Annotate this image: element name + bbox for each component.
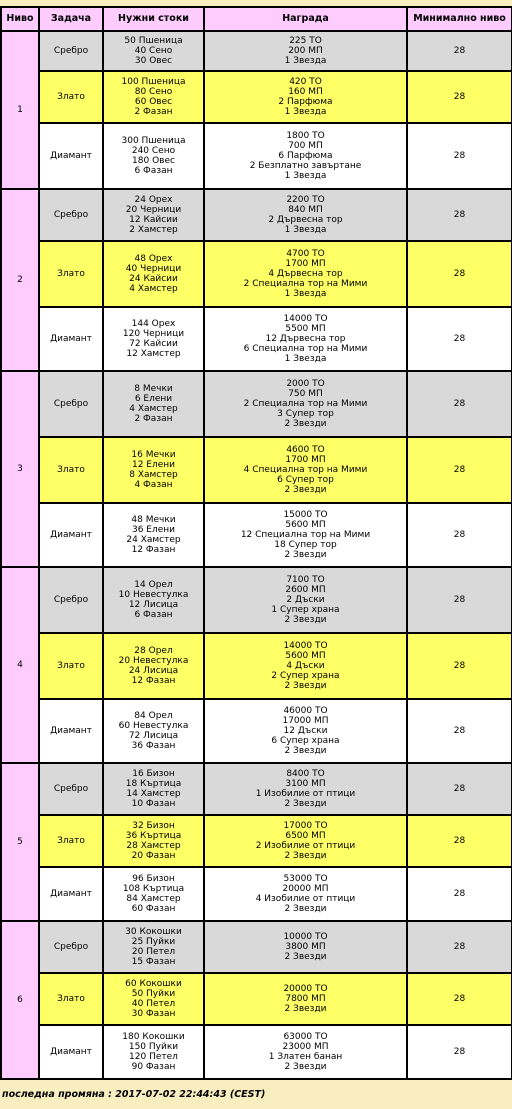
reward-line: 20000 МП (282, 884, 329, 894)
reward-line: 63000 ТО (283, 1032, 328, 1042)
reward-line: 2 Безплатно завъртане (249, 161, 362, 171)
goods-line: 40 Черници (125, 264, 182, 274)
level-cell: 2 (1, 189, 39, 371)
reward-line: 8400 ТО (286, 769, 325, 779)
reward-line: 700 МП (288, 141, 323, 151)
task-cell: Злато (39, 71, 103, 123)
reward-line: 2 Звезди (284, 851, 327, 861)
reward-cell (204, 973, 407, 1025)
reward-line: 2 Дъски (286, 595, 325, 605)
min-level-cell: 28 (407, 189, 512, 241)
table-row (1, 867, 512, 921)
reward-line: 12 Дъски (283, 726, 328, 736)
min-level-cell: 28 (407, 921, 512, 973)
reward-line: 1 Звезда (284, 225, 327, 235)
goods-line: 8 Хамстер (129, 470, 178, 480)
reward-line: 2 Специална тор на Мими (243, 279, 368, 289)
task-cell: Злато (39, 241, 103, 307)
header-task: Задача (39, 7, 103, 31)
goods-cell (103, 123, 204, 189)
goods-line: 60 Кокошки (125, 979, 182, 989)
table-row (1, 189, 512, 241)
reward-line: 2 Супер храна (271, 671, 340, 681)
reward-line: 5600 МП (285, 520, 326, 530)
goods-line: 60 Невестулка (118, 721, 189, 731)
table-row (1, 31, 512, 71)
min-level-cell: 28 (407, 241, 512, 307)
reward-line: 1 Звезда (284, 107, 327, 117)
min-level-cell: 28 (407, 699, 512, 763)
goods-cell (103, 437, 204, 503)
reward-line: 1800 ТО (286, 131, 325, 141)
goods-cell (103, 71, 204, 123)
min-level-cell: 28 (407, 633, 512, 699)
reward-line: 12 Дървесна тор (265, 334, 346, 344)
goods-line: 12 Хамстер (126, 349, 181, 359)
reward-line: 2 Звезди (284, 746, 327, 756)
task-cell: Диамант (39, 867, 103, 921)
level-cell: 5 (1, 763, 39, 921)
reward-line: 14000 ТО (283, 641, 328, 651)
reward-line: 4600 ТО (286, 445, 325, 455)
reward-line: 2600 МП (285, 585, 326, 595)
reward-line: 1700 МП (285, 455, 326, 465)
goods-line: 4 Хамстер (129, 284, 178, 294)
goods-line: 2 Фазан (134, 107, 173, 117)
goods-line: 24 Лисица (128, 666, 179, 676)
reward-line: 6500 МП (285, 831, 326, 841)
goods-line: 24 Кайсии (129, 274, 178, 284)
goods-line: 8 Мечки (134, 384, 173, 394)
reward-line: 2 Звезди (284, 419, 327, 429)
goods-line: 300 Пшеница (121, 136, 186, 146)
reward-line: 2 Звезди (284, 681, 327, 691)
goods-line: 30 Овес (134, 56, 173, 66)
reward-cell (204, 763, 407, 815)
header-goods: Нужни стоки (103, 7, 204, 31)
task-cell: Диамант (39, 307, 103, 371)
table-row (1, 815, 512, 867)
reward-cell (204, 437, 407, 503)
task-cell: Диамант (39, 503, 103, 567)
reward-line: 5500 МП (285, 324, 326, 334)
level-cell: 4 (1, 567, 39, 763)
goods-line: 12 Лисица (128, 600, 179, 610)
goods-line: 15 Фазан (131, 957, 176, 967)
reward-line: 4 Изобилие от птици (255, 894, 356, 904)
goods-line: 20 Невестулка (118, 656, 189, 666)
reward-line: 200 МП (288, 46, 323, 56)
goods-line: 50 Пшеница (124, 36, 183, 46)
reward-cell (204, 123, 407, 189)
goods-cell (103, 973, 204, 1025)
min-level-cell: 28 (407, 371, 512, 437)
goods-line: 84 Орел (134, 711, 173, 721)
reward-line: 420 ТО (289, 77, 322, 87)
reward-line: 7800 МП (285, 994, 326, 1004)
goods-line: 10 Невестулка (118, 590, 189, 600)
table-row (1, 71, 512, 123)
goods-line: 12 Фазан (131, 545, 176, 555)
reward-line: 1 Звезда (284, 354, 327, 364)
reward-line: 2 Звезди (284, 952, 327, 962)
goods-cell (103, 699, 204, 763)
reward-line: 2200 ТО (286, 195, 325, 205)
goods-line: 6 Фазан (134, 166, 173, 176)
table-row (1, 973, 512, 1025)
reward-line: 6 Супер храна (271, 736, 340, 746)
goods-line: 4 Хамстер (129, 404, 178, 414)
table-row (1, 241, 512, 307)
table-row (1, 921, 512, 973)
goods-line: 2 Хамстер (129, 225, 178, 235)
reward-line: 2 Специална тор на Мими (243, 399, 368, 409)
reward-line: 6 Специална тор на Мими (243, 344, 368, 354)
min-level-cell: 28 (407, 307, 512, 371)
goods-cell (103, 867, 204, 921)
goods-line: 108 Къртица (122, 884, 185, 894)
reward-cell (204, 567, 407, 633)
goods-cell (103, 921, 204, 973)
goods-line: 32 Бизон (132, 821, 175, 831)
goods-line: 150 Пуйки (128, 1042, 179, 1052)
min-level-cell: 28 (407, 31, 512, 71)
reward-line: 53000 ТО (283, 874, 328, 884)
reward-line: 1 Изобилие от птици (255, 789, 356, 799)
reward-line: 6 Супер тор (277, 475, 334, 485)
reward-cell (204, 633, 407, 699)
reward-line: 2 Звезди (284, 485, 327, 495)
goods-line: 12 Кайсии (129, 215, 178, 225)
task-cell: Сребро (39, 763, 103, 815)
reward-line: 225 ТО (289, 36, 322, 46)
task-cell: Злато (39, 973, 103, 1025)
goods-cell (103, 567, 204, 633)
goods-line: 24 Хамстер (126, 535, 181, 545)
goods-line: 12 Фазан (131, 676, 176, 686)
goods-line: 28 Хамстер (126, 841, 181, 851)
min-level-cell: 28 (407, 973, 512, 1025)
reward-line: 2 Звезди (284, 1062, 327, 1072)
reward-line: 1 Звезда (284, 56, 327, 66)
goods-line: 48 Орех (134, 254, 173, 264)
reward-line: 1 Звезда (284, 289, 327, 299)
reward-cell (204, 1025, 407, 1079)
level-cell: 1 (1, 31, 39, 189)
reward-line: 2 Звезди (284, 550, 327, 560)
goods-cell (103, 503, 204, 567)
level-cell: 3 (1, 371, 39, 567)
goods-cell (103, 307, 204, 371)
reward-line: 4700 ТО (286, 249, 325, 259)
reward-cell (204, 31, 407, 71)
goods-cell (103, 31, 204, 71)
reward-line: 3 Супер тор (277, 409, 334, 419)
min-level-cell: 28 (407, 815, 512, 867)
goods-line: 6 Фазан (134, 610, 173, 620)
table-row (1, 633, 512, 699)
task-cell: Злато (39, 633, 103, 699)
task-cell: Сребро (39, 371, 103, 437)
goods-line: 24 Орех (134, 195, 173, 205)
task-cell: Диамант (39, 1025, 103, 1079)
reward-line: 2 Дървесна тор (268, 215, 343, 225)
reward-line: 7100 ТО (286, 575, 325, 585)
task-cell: Злато (39, 815, 103, 867)
reward-line: 12 Специална тор на Мими (240, 530, 371, 540)
goods-line: 16 Мечки (131, 450, 176, 460)
goods-line: 90 Фазан (131, 1062, 176, 1072)
task-cell: Сребро (39, 31, 103, 71)
reward-line: 2 Парфюма (278, 97, 333, 107)
goods-line: 180 Овес (132, 156, 175, 166)
reward-line: 20000 ТО (283, 984, 328, 994)
goods-line: 80 Сено (134, 87, 173, 97)
goods-line: 36 Къртица (125, 831, 182, 841)
min-level-cell: 28 (407, 867, 512, 921)
task-cell: Сребро (39, 189, 103, 241)
task-cell: Диамант (39, 699, 103, 763)
table-row (1, 763, 512, 815)
table-row (1, 699, 512, 763)
min-level-cell: 28 (407, 123, 512, 189)
goods-line: 240 Сено (131, 146, 176, 156)
task-cell: Злато (39, 437, 103, 503)
reward-line: 2 Звезди (284, 615, 327, 625)
table-row (1, 1025, 512, 1079)
reward-line: 160 МП (288, 87, 323, 97)
reward-line: 2 Звезди (284, 799, 327, 809)
reward-line: 4 Дъски (286, 661, 325, 671)
goods-line: 36 Елени (131, 525, 176, 535)
reward-line: 4 Дървесна тор (268, 269, 343, 279)
reward-line: 5600 МП (285, 651, 326, 661)
reward-line: 2 Звезди (284, 904, 327, 914)
goods-line: 40 Сено (134, 46, 173, 56)
goods-line: 96 Бизон (132, 874, 175, 884)
reward-line: 3800 МП (285, 942, 326, 952)
goods-line: 40 Петел (131, 999, 176, 1009)
goods-line: 60 Фазан (131, 904, 176, 914)
goods-cell (103, 763, 204, 815)
reward-cell (204, 503, 407, 567)
reward-line: 10000 ТО (283, 932, 328, 942)
reward-line: 46000 ТО (283, 706, 328, 716)
goods-line: 30 Фазан (131, 1009, 176, 1019)
goods-line: 20 Фазан (131, 851, 176, 861)
goods-line: 14 Орел (134, 580, 173, 590)
reward-line: 6 Парфюма (278, 151, 333, 161)
goods-cell (103, 189, 204, 241)
table-row (1, 123, 512, 189)
last-modified: последна промяна : 2017-07-02 22:44:43 (CEST) (2, 1089, 266, 1100)
goods-line: 6 Елени (134, 394, 173, 404)
reward-line: 2 Звезди (284, 1004, 327, 1014)
min-level-cell: 28 (407, 437, 512, 503)
reward-line: 2 Изобилие от птици (255, 841, 356, 851)
goods-cell (103, 241, 204, 307)
goods-line: 25 Пуйки (131, 937, 176, 947)
tasks-table (0, 6, 512, 1080)
goods-line: 2 Фазан (134, 414, 173, 424)
goods-line: 84 Хамстер (126, 894, 181, 904)
reward-line: 18 Супер тор (274, 540, 337, 550)
goods-line: 30 Кокошки (125, 927, 182, 937)
reward-cell (204, 699, 407, 763)
min-level-cell: 28 (407, 503, 512, 567)
reward-cell (204, 307, 407, 371)
header-level: Ниво (1, 7, 39, 31)
reward-line: 17000 МП (282, 716, 329, 726)
table-row (1, 437, 512, 503)
reward-line: 17000 ТО (283, 821, 328, 831)
header-min-level: Минимално ниво (407, 7, 512, 31)
goods-line: 100 Пшеница (121, 77, 186, 87)
reward-cell (204, 189, 407, 241)
reward-line: 15000 ТО (283, 510, 328, 520)
header-reward: Награда (204, 7, 407, 31)
goods-cell (103, 371, 204, 437)
goods-line: 180 Кокошки (122, 1032, 185, 1042)
reward-line: 1 Златен банан (268, 1052, 343, 1062)
goods-line: 20 Черници (125, 205, 182, 215)
reward-line: 14000 ТО (283, 314, 328, 324)
reward-line: 23000 МП (282, 1042, 329, 1052)
goods-cell (103, 633, 204, 699)
goods-line: 50 Пуйки (131, 989, 176, 999)
goods-cell (103, 815, 204, 867)
goods-cell (103, 1025, 204, 1079)
reward-line: 750 МП (288, 389, 323, 399)
task-cell: Диамант (39, 123, 103, 189)
min-level-cell: 28 (407, 1025, 512, 1079)
goods-line: 144 Орех (131, 319, 176, 329)
goods-line: 120 Петел (129, 1052, 178, 1062)
reward-cell (204, 71, 407, 123)
goods-line: 60 Овес (134, 97, 173, 107)
goods-line: 18 Къртица (125, 779, 182, 789)
reward-line: 2000 ТО (286, 379, 325, 389)
goods-line: 36 Фазан (131, 741, 176, 751)
table-row (1, 503, 512, 567)
reward-line: 4 Специална тор на Мими (243, 465, 368, 475)
task-cell: Сребро (39, 567, 103, 633)
goods-line: 72 Кайсии (129, 339, 178, 349)
table-body (1, 31, 512, 1079)
goods-line: 20 Петел (131, 947, 176, 957)
table-row (1, 371, 512, 437)
header-row (1, 7, 512, 31)
goods-line: 10 Фазан (131, 799, 176, 809)
reward-line: 1 Супер храна (271, 605, 340, 615)
min-level-cell: 28 (407, 567, 512, 633)
reward-cell (204, 921, 407, 973)
table-row (1, 307, 512, 371)
goods-line: 48 Мечки (131, 515, 176, 525)
goods-line: 120 Черници (122, 329, 185, 339)
reward-line: 840 МП (288, 205, 323, 215)
reward-line: 1700 МП (285, 259, 326, 269)
goods-line: 28 Орел (134, 646, 173, 656)
goods-line: 16 Бизон (132, 769, 175, 779)
min-level-cell: 28 (407, 71, 512, 123)
task-cell: Сребро (39, 921, 103, 973)
goods-line: 14 Хамстер (126, 789, 181, 799)
level-cell: 6 (1, 921, 39, 1079)
reward-cell (204, 867, 407, 921)
reward-cell (204, 241, 407, 307)
goods-line: 4 Фазан (134, 480, 173, 490)
reward-cell (204, 815, 407, 867)
min-level-cell: 28 (407, 763, 512, 815)
table-row (1, 567, 512, 633)
goods-line: 72 Лисица (128, 731, 179, 741)
reward-line: 3100 МП (285, 779, 326, 789)
goods-line: 12 Елени (131, 460, 176, 470)
reward-cell (204, 371, 407, 437)
reward-line: 1 Звезда (284, 171, 327, 181)
